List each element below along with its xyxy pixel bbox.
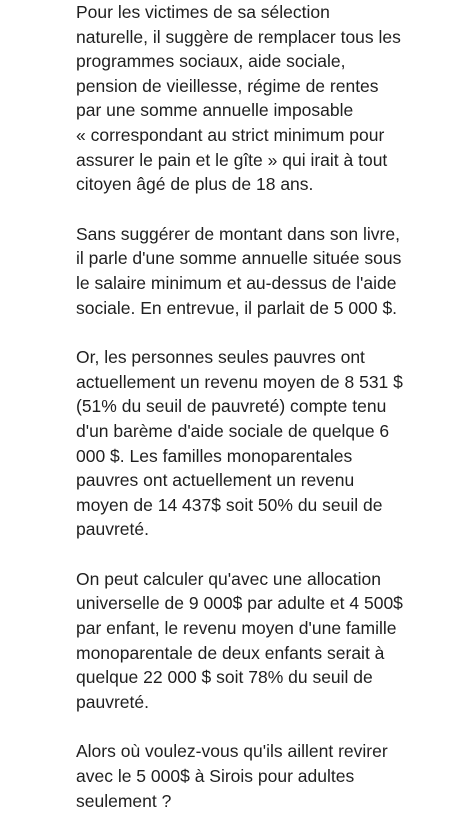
text-line: pension de vieillesse, régime de rentes — [76, 75, 379, 96]
text-line: pauvres ont actuellement un revenu — [76, 470, 355, 491]
text-line: Or, les personnes seules pauvres ont — [76, 347, 365, 368]
text-line: monoparentale de deux enfants serait à — [76, 642, 385, 663]
text-line: par enfant, le revenu moyen d'une famille — [76, 618, 397, 639]
text-line: pauvreté. — [76, 691, 149, 712]
text-line: On peut calculer qu'avec une allocation — [76, 568, 381, 589]
text-line: actuellement un revenu moyen de 8 531 $ — [76, 371, 403, 392]
text-line: quelque 22 000 $ soit 78% du seuil de — [76, 667, 373, 688]
text-line: pauvreté. — [76, 519, 149, 540]
text-line: d'un barème d'aide sociale de quelque 6 — [76, 420, 390, 441]
text-line: 000 $. Les familles monoparentales — [76, 445, 353, 466]
text-line: Sans suggérer de montant dans son livre, — [76, 223, 400, 244]
paragraph-selection-naturelle — [76, 0, 406, 197]
paragraph-allocation-universelle — [76, 567, 406, 715]
text-line: universelle de 9 000$ par adulte et 4 500$ — [76, 593, 403, 614]
text-line: seulement ? — [76, 790, 172, 811]
text-line: citoyen âgé de plus de 18 ans. — [76, 174, 314, 195]
text-line: moyen de 14 437$ soit 50% du seuil de — [76, 494, 383, 515]
text-line: par une somme annuelle imposable — [76, 100, 354, 121]
text-line: le salaire minimum et au-dessus de l'aide — [76, 272, 397, 293]
text-line: sociale. En entrevue, il parlait de 5 000 $. — [76, 297, 398, 318]
article-body — [76, 0, 406, 838]
text-line: naturelle, il suggère de remplacer tous les — [76, 26, 401, 47]
paragraph-revenu-moyen — [76, 345, 406, 542]
text-line: il parle d'une somme annuelle située sous — [76, 248, 402, 269]
paragraph-conclusion — [76, 739, 406, 813]
text-line: avec le 5 000$ à Sirois pour adultes — [76, 766, 355, 787]
text-line: programmes sociaux, aide sociale, — [76, 51, 346, 72]
text-line: Pour les victimes de sa sélection — [76, 2, 330, 22]
paragraph-montant — [76, 222, 406, 320]
text-line: Alors où voulez-vous qu'ils aillent revirer — [76, 741, 388, 762]
text-line: (51% du seuil de pauvreté) compte tenu — [76, 396, 387, 417]
text-line: « correspondant au strict minimum pour — [76, 124, 385, 145]
text-line: assurer le pain et le gîte » qui irait à tout — [76, 149, 388, 170]
